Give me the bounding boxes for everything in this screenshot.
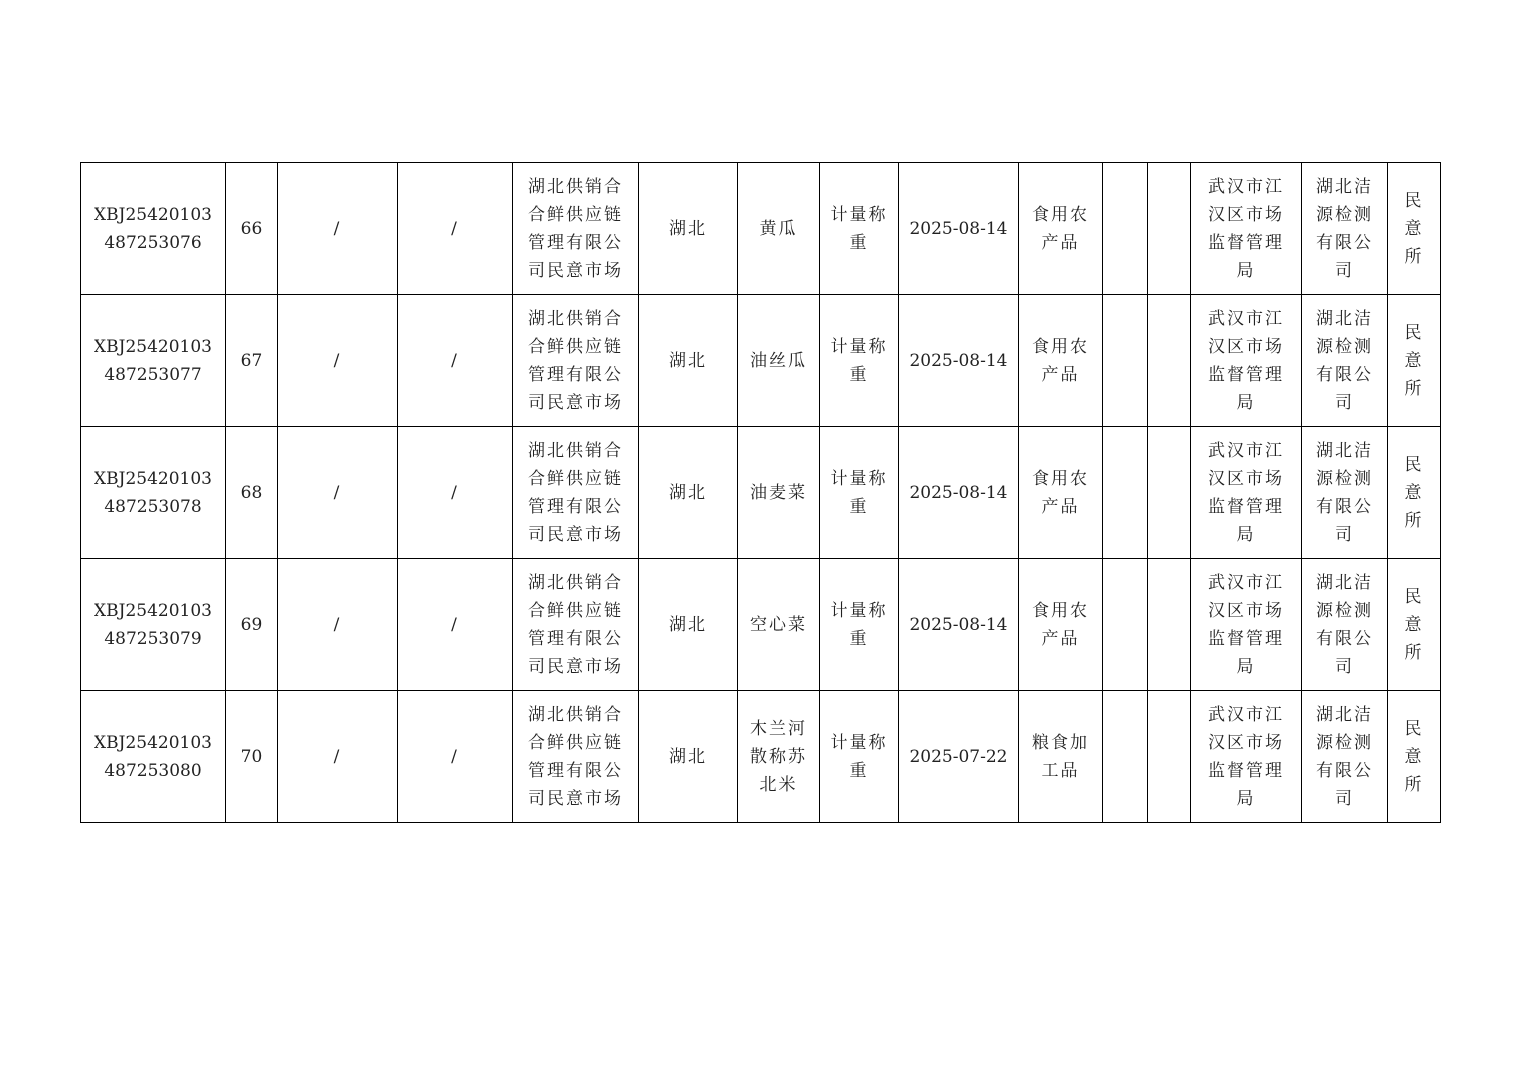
table-row	[81, 691, 1441, 823]
specification-cell: 计量称重	[820, 295, 899, 427]
sample-code-cell: XBJ25420103487253076	[81, 163, 226, 295]
table-row	[81, 295, 1441, 427]
product-name-cell: 木兰河散称苏北米	[738, 691, 820, 823]
table-row	[81, 163, 1441, 295]
food-category-cell: 食用农产品	[1019, 295, 1103, 427]
empty-cell-b	[1148, 559, 1191, 691]
sampled-company-cell: 湖北供销合合鲜供应链管理有限公司民意市场	[513, 163, 639, 295]
product-name-cell: 油丝瓜	[738, 295, 820, 427]
sequence-number-cell: 66	[226, 163, 278, 295]
sampled-company-cell: 湖北供销合合鲜供应链管理有限公司民意市场	[513, 427, 639, 559]
producer-cell: /	[278, 559, 398, 691]
empty-cell-a	[1103, 559, 1148, 691]
specification-cell: 计量称重	[820, 691, 899, 823]
empty-cell-b	[1148, 427, 1191, 559]
date-cell: 2025-08-14	[899, 295, 1019, 427]
food-category-cell: 食用农产品	[1019, 559, 1103, 691]
sequence-number-cell: 68	[226, 427, 278, 559]
station-cell: 民意所	[1388, 691, 1441, 823]
product-name-cell: 黄瓜	[738, 163, 820, 295]
empty-cell-b	[1148, 691, 1191, 823]
province-cell: 湖北	[639, 691, 738, 823]
sample-code-cell: XBJ25420103487253077	[81, 295, 226, 427]
specification-cell: 计量称重	[820, 559, 899, 691]
testing-lab-cell: 湖北洁源检测有限公司	[1302, 559, 1388, 691]
empty-cell-a	[1103, 427, 1148, 559]
market-authority-cell: 武汉市江汉区市场监督管理局	[1191, 691, 1302, 823]
station-cell: 民意所	[1388, 295, 1441, 427]
market-authority-cell: 武汉市江汉区市场监督管理局	[1191, 163, 1302, 295]
food-category-cell: 食用农产品	[1019, 163, 1103, 295]
producer-cell: /	[278, 295, 398, 427]
sampled-company-cell: 湖北供销合合鲜供应链管理有限公司民意市场	[513, 295, 639, 427]
station-cell: 民意所	[1388, 163, 1441, 295]
date-cell: 2025-08-14	[899, 427, 1019, 559]
table-row	[81, 427, 1441, 559]
sample-code-cell: XBJ25420103487253079	[81, 559, 226, 691]
market-authority-cell: 武汉市江汉区市场监督管理局	[1191, 295, 1302, 427]
market-authority-cell: 武汉市江汉区市场监督管理局	[1191, 559, 1302, 691]
specification-cell: 计量称重	[820, 163, 899, 295]
station-cell: 民意所	[1388, 559, 1441, 691]
date-cell: 2025-08-14	[899, 559, 1019, 691]
producer-address-cell: /	[398, 163, 513, 295]
producer-cell: /	[278, 427, 398, 559]
testing-lab-cell: 湖北洁源检测有限公司	[1302, 691, 1388, 823]
testing-lab-cell: 湖北洁源检测有限公司	[1302, 163, 1388, 295]
market-authority-cell: 武汉市江汉区市场监督管理局	[1191, 427, 1302, 559]
producer-cell: /	[278, 691, 398, 823]
sample-code-cell: XBJ25420103487253080	[81, 691, 226, 823]
product-name-cell: 油麦菜	[738, 427, 820, 559]
empty-cell-a	[1103, 163, 1148, 295]
sampled-company-cell: 湖北供销合合鲜供应链管理有限公司民意市场	[513, 691, 639, 823]
testing-lab-cell: 湖北洁源检测有限公司	[1302, 427, 1388, 559]
specification-cell: 计量称重	[820, 427, 899, 559]
sampling-results-table	[80, 162, 1441, 823]
date-cell: 2025-08-14	[899, 163, 1019, 295]
province-cell: 湖北	[639, 163, 738, 295]
sampled-company-cell: 湖北供销合合鲜供应链管理有限公司民意市场	[513, 559, 639, 691]
sequence-number-cell: 70	[226, 691, 278, 823]
producer-address-cell: /	[398, 559, 513, 691]
product-name-cell: 空心菜	[738, 559, 820, 691]
testing-lab-cell: 湖北洁源检测有限公司	[1302, 295, 1388, 427]
food-category-cell: 粮食加工品	[1019, 691, 1103, 823]
producer-address-cell: /	[398, 427, 513, 559]
sequence-number-cell: 69	[226, 559, 278, 691]
station-cell: 民意所	[1388, 427, 1441, 559]
sequence-number-cell: 67	[226, 295, 278, 427]
province-cell: 湖北	[639, 295, 738, 427]
food-category-cell: 食用农产品	[1019, 427, 1103, 559]
producer-cell: /	[278, 163, 398, 295]
table-row	[81, 559, 1441, 691]
producer-address-cell: /	[398, 295, 513, 427]
empty-cell-b	[1148, 295, 1191, 427]
province-cell: 湖北	[639, 559, 738, 691]
producer-address-cell: /	[398, 691, 513, 823]
empty-cell-a	[1103, 295, 1148, 427]
empty-cell-b	[1148, 163, 1191, 295]
sample-code-cell: XBJ25420103487253078	[81, 427, 226, 559]
date-cell: 2025-07-22	[899, 691, 1019, 823]
province-cell: 湖北	[639, 427, 738, 559]
empty-cell-a	[1103, 691, 1148, 823]
